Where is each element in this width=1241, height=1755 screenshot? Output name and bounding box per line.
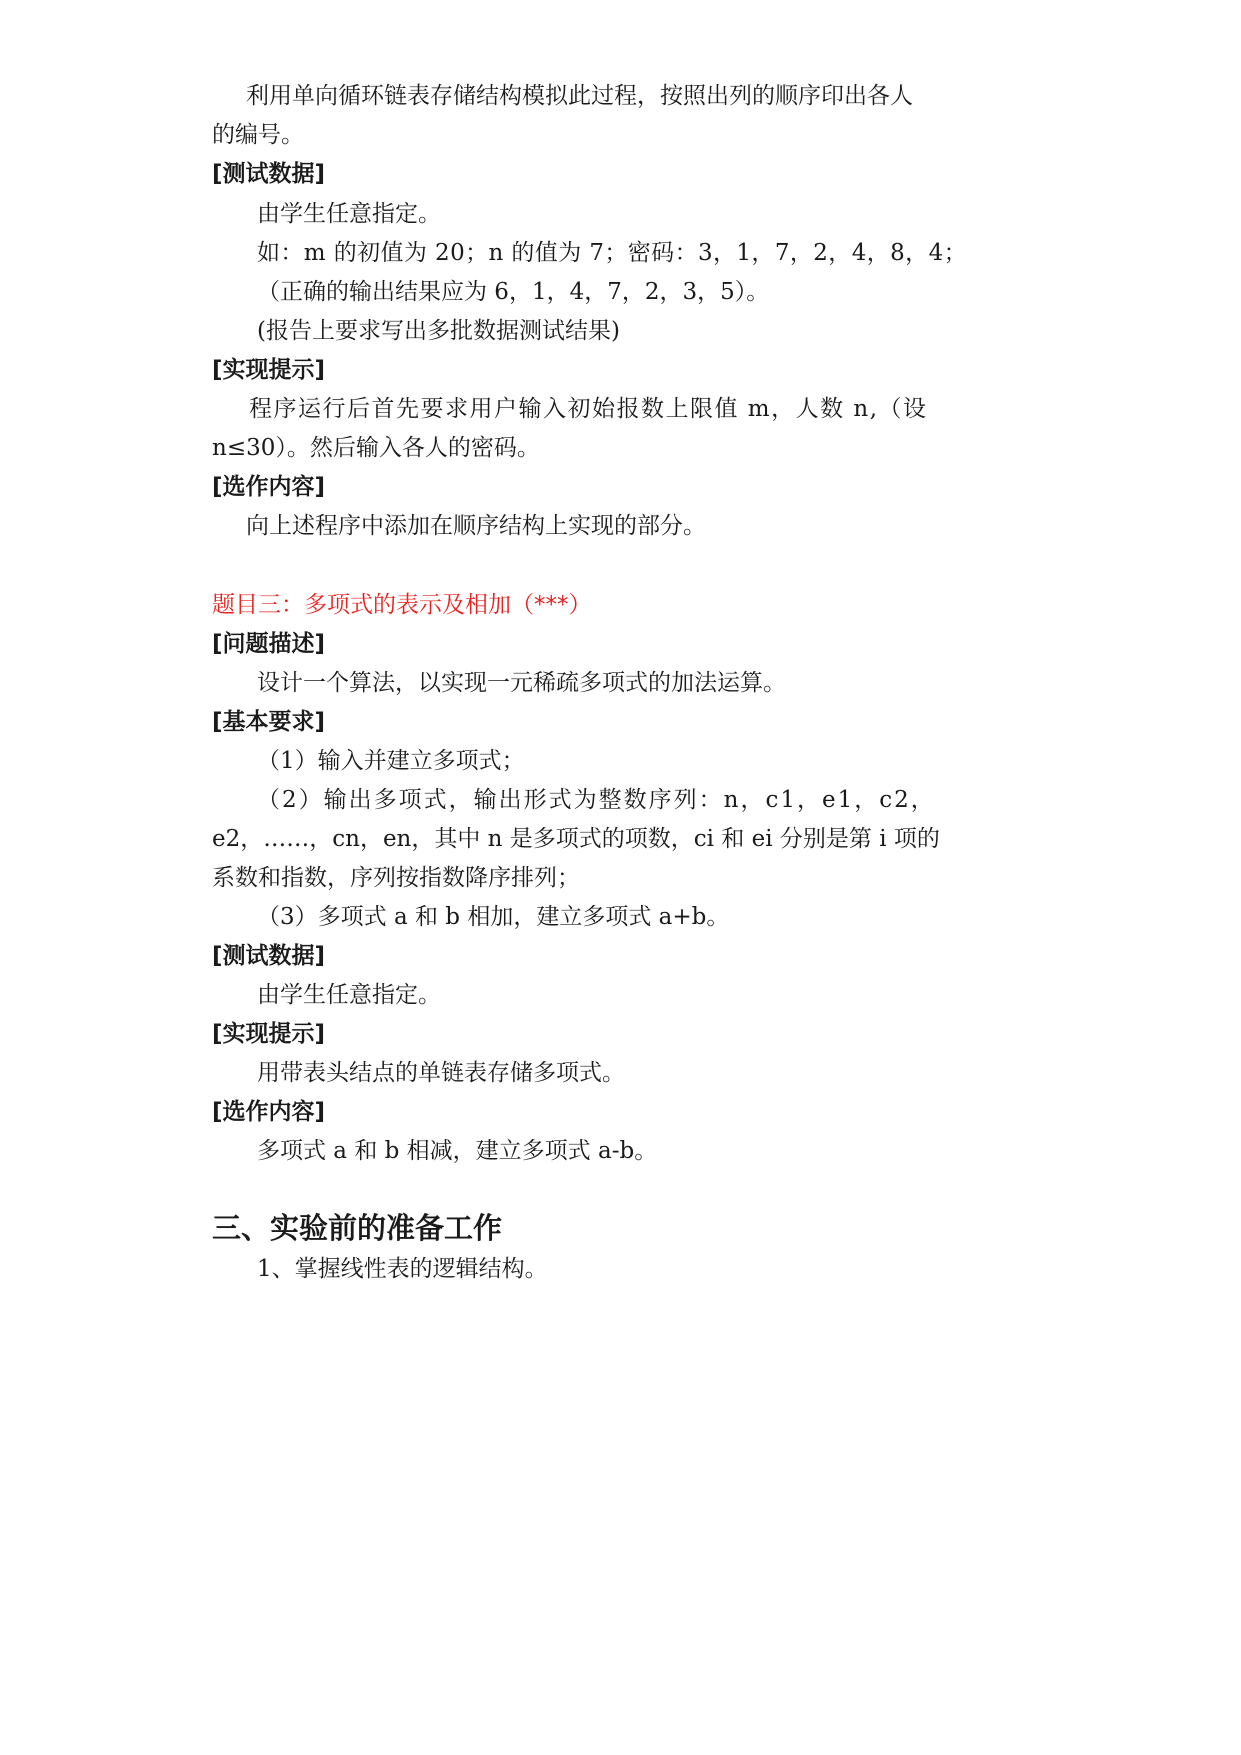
test-data-line-2: 如：m 的初值为 20；n 的值为 7；密码：3，1，7，2，4，8，4； [257, 240, 967, 266]
optional-heading-2: [选作内容] [212, 1099, 326, 1125]
test-data-line-1: 由学生任意指定。 [257, 201, 441, 227]
test-data-heading: [测试数据] [212, 161, 326, 187]
impl-hint-heading-2: [实现提示] [212, 1021, 326, 1047]
impl-hint-heading: [实现提示] [212, 357, 326, 383]
basic-req-2-line-3: 系数和指数，序列按指数降序排列； [212, 865, 580, 891]
section-3-title: 三、实验前的准备工作 [212, 1211, 503, 1245]
basic-req-1: （1）输入并建立多项式； [257, 748, 525, 774]
desc-line-2: 的编号。 [212, 122, 304, 148]
problem-desc-heading: [问题描述] [212, 631, 326, 657]
impl-hint-line-2: n≤30）。然后输入各人的密码。 [212, 435, 540, 461]
basic-req-3: （3）多项式 a 和 b 相加，建立多项式 a+b。 [257, 904, 730, 930]
optional-heading: [选作内容] [212, 474, 326, 500]
problem-desc-line-1: 设计一个算法，以实现一元稀疏多项式的加法运算。 [257, 670, 786, 696]
impl-hint-line-1: 程序运行后首先要求用户输入初始报数上限值 m，人数 n,（设 [249, 396, 928, 422]
optional-2-line-1: 多项式 a 和 b 相减，建立多项式 a-b。 [257, 1138, 658, 1164]
basic-req-2-line-1: （2）输出多项式，输出形式为整数序列：n，c1，e1，c2， [257, 787, 936, 813]
basic-req-heading: [基本要求] [212, 709, 326, 735]
problem-3-title: 题目三：多项式的表示及相加（***） [212, 592, 592, 618]
impl-hint-2-line-1: 用带表头结点的单链表存储多项式。 [257, 1060, 625, 1086]
test-data-line-4: (报告上要求写出多批数据测试结果) [257, 318, 620, 344]
test-data-2-line-1: 由学生任意指定。 [257, 982, 441, 1008]
test-data-line-3: （正确的输出结果应为 6，1，4，7，2，3，5）。 [257, 279, 770, 305]
test-data-heading-2: [测试数据] [212, 943, 326, 969]
optional-line-1: 向上述程序中添加在顺序结构上实现的部分。 [246, 513, 706, 539]
section-3-item-1: 1、掌握线性表的逻辑结构。 [257, 1256, 548, 1282]
desc-line-1: 利用单向循环链表存储结构模拟此过程，按照出列的顺序印出各人 [246, 83, 913, 109]
basic-req-2-line-2: e2，……，cn，en，其中 n 是多项式的项数，ci 和 ei 分别是第 i 项的 [212, 826, 940, 852]
